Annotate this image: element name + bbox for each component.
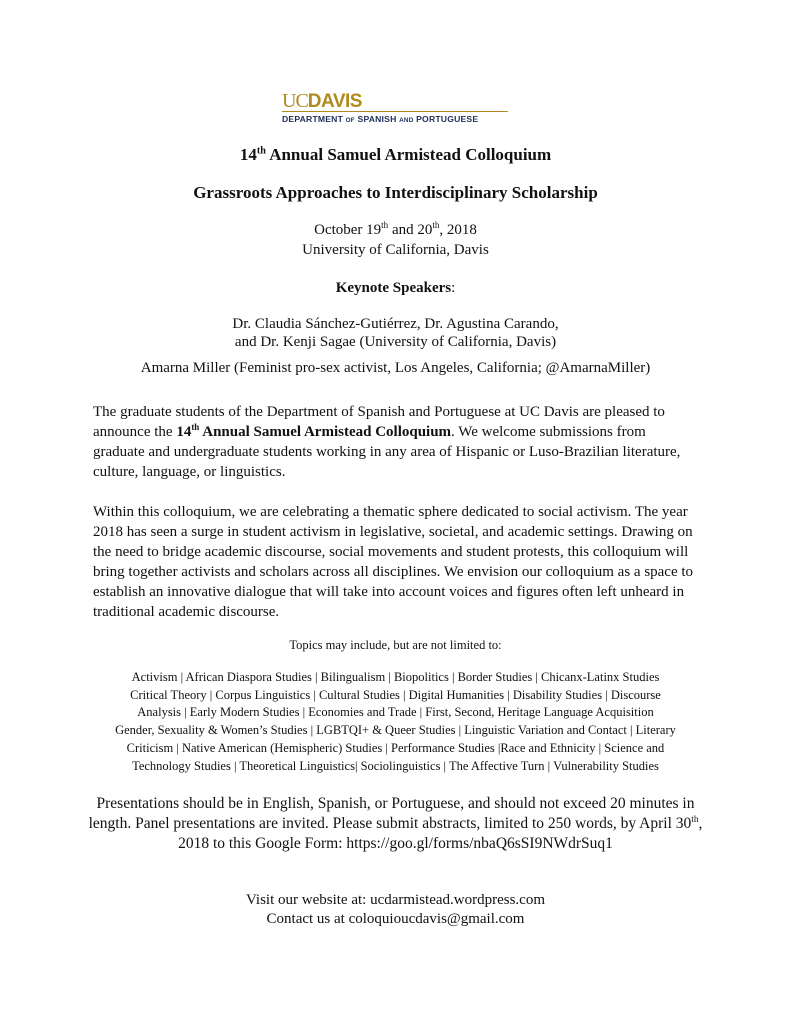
- intro-bold-number: 14: [176, 424, 192, 440]
- intro-text-b: . We welcome submissions from graduate and undergraduate students working in any area of Hispanic or Luso-Brazilian literature, culture, language, or linguistics.: [93, 424, 681, 480]
- logo-dept-and: AND: [399, 117, 414, 124]
- topics-list: [60, 669, 731, 775]
- keynote-speakers-line-1: Dr. Claudia Sánchez-Gutiérrez, Dr. Agustina Carando,: [232, 316, 559, 332]
- submission-line-1: Presentations should be in English, Spanish, or Portuguese, and should not exceed 20 minutes in: [96, 795, 695, 812]
- submission-line-2-comma: ,: [698, 815, 703, 832]
- topics-intro: Topics may include, but are not limited to:: [289, 638, 502, 652]
- submission-line-2-text: length. Panel presentations are invited. Please submit abstracts, limited to 250 words, by April 30: [88, 815, 692, 832]
- submission-line-2: [60, 814, 731, 834]
- topics-line: Gender, Sexuality & Women’s Studies | LGBTQI+ & Queer Studies | Linguistic Variation and Contact | Literary: [115, 723, 676, 738]
- date-part-c: , 2018: [439, 222, 477, 238]
- topics-line: Analysis | Early Modern Studies | Economies and Trade | First, Second, Heritage Language Acquisition: [137, 705, 654, 720]
- colloquium-title: [60, 145, 731, 165]
- logo-dept-word: DEPARTMENT: [282, 114, 344, 124]
- logo-dept-spanish: SPANISH: [357, 114, 397, 124]
- intro-text-a: The graduate students of the Department of Spanish and Portuguese at UC Davis are pleased to announce the: [93, 404, 665, 440]
- date-part-a: October 19: [314, 222, 382, 238]
- ucdavis-logo: [282, 92, 510, 124]
- keynote-heading: [60, 278, 731, 298]
- topics-line: Activism | African Diaspora Studies | Bilingualism | Biopolitics | Border Studies | Chicanx-Latinx Studies: [131, 670, 660, 684]
- logo-department: [282, 114, 510, 124]
- logo-uc: UC: [282, 90, 308, 112]
- topics-line: Critical Theory | Corpus Linguistics | Cultural Studies | Digital Humanities | Disability Studies | Discourse: [130, 687, 661, 702]
- submission-info: [60, 794, 731, 854]
- event-location: University of California, Davis: [302, 242, 489, 258]
- keynote-colon: :: [451, 280, 456, 296]
- ucdavis-wordmark: [282, 92, 510, 110]
- title-number: 14: [239, 145, 257, 164]
- intro-bold-title: [176, 424, 451, 440]
- topics-line: Technology Studies | Theoretical Linguistics| Sociolinguistics | The Affective Turn | Vulnerability Studies: [132, 758, 659, 773]
- logo-davis: DAVIS: [307, 91, 362, 112]
- intro-bold-sup: th: [191, 422, 200, 432]
- title-superscript: th: [256, 145, 266, 157]
- date-sup-1: th: [381, 220, 389, 230]
- event-dates: [60, 220, 731, 240]
- keynote-speakers-line-2: and Dr. Kenji Sagae (University of California, Davis): [234, 334, 557, 350]
- theme-paragraph: Within this colloquium, we are celebrating a thematic sphere dedicated to social activism. The year 2018 has seen a surge in student activism in legislative, societal, and academic settings. Drawing on the need to bridge academic discourse, social movements and student protests, this colloquium will bring together activists and scholars across all disciplines. We envision our colloquium as a space to establish an innovative dialogue that will take into account voices and figures often left unheard in traditional academic discourse.: [93, 504, 694, 620]
- website-line: Visit our website at: ucdarmistead.wordpress.com: [245, 892, 546, 908]
- date-sup-2: th: [432, 220, 440, 230]
- topics-line: Criticism | Native American (Hemispheric) Studies | Performance Studies |Race and Ethnicity | Science and: [126, 740, 665, 755]
- date-part-b: and 20: [388, 222, 433, 238]
- logo-dept-portuguese: PORTUGUESE: [416, 114, 479, 124]
- keynote-label: Keynote Speakers: [335, 280, 452, 296]
- intro-paragraph: [93, 402, 699, 482]
- title-text: Annual Samuel Armistead Colloquium: [265, 145, 552, 164]
- colloquium-subtitle: Grassroots Approaches to Interdisciplinary Scholarship: [193, 183, 598, 202]
- submission-line-3: 2018 to this Google Form: https://goo.gl/forms/nbaQ6sSI9NWdrSuq1: [178, 835, 613, 852]
- email-line: Contact us at coloquioucdavis@gmail.com: [266, 911, 525, 927]
- keynote-speaker-extra: Amarna Miller (Feminist pro-sex activist, Los Angeles, California; @AmarnaMiller): [140, 360, 651, 376]
- intro-bold-rest: Annual Samuel Armistead Colloquium: [199, 424, 452, 440]
- submission-line-2-sup: th: [691, 814, 699, 825]
- contact-info: [60, 891, 731, 929]
- logo-dept-of: OF: [345, 117, 355, 124]
